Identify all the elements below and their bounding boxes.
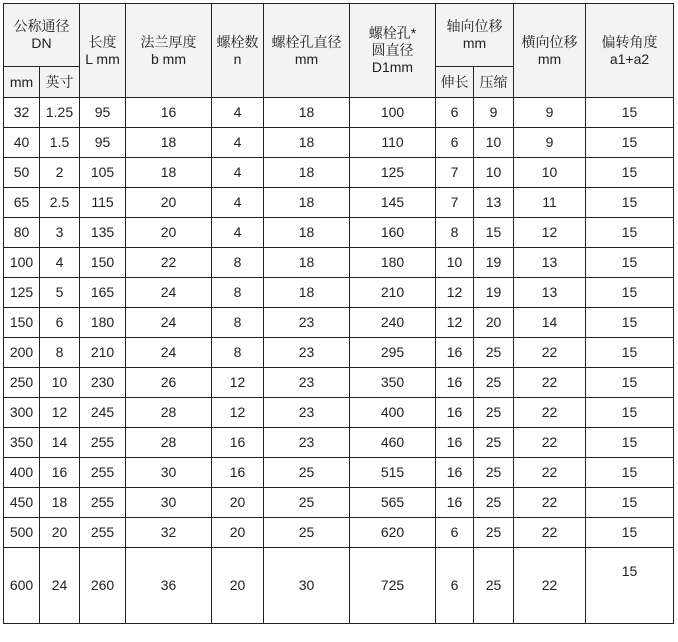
cell-axial-extension: 12 (436, 308, 474, 338)
cell-length: 255 (80, 488, 126, 518)
header-axial-unit: mm (462, 35, 487, 51)
cell-axial-extension: 16 (436, 458, 474, 488)
cell-dn-mm: 600 (4, 548, 40, 624)
cell-bolt-circle: 565 (350, 488, 436, 518)
cell-flange-thickness: 30 (126, 458, 212, 488)
cell-axial-extension: 16 (436, 428, 474, 458)
cell-axial-extension: 16 (436, 488, 474, 518)
cell-bolt-hole-diameter: 18 (264, 278, 350, 308)
cell-axial-compression: 25 (474, 338, 514, 368)
header-bolt-circle-unit: D1mm (371, 59, 414, 75)
cell-bolt-hole-diameter: 18 (264, 248, 350, 278)
cell-lateral: 12 (514, 218, 586, 248)
table-row (4, 308, 674, 338)
cell-dn-mm: 125 (4, 278, 40, 308)
cell-dn-mm: 150 (4, 308, 40, 338)
cell-axial-compression: 20 (474, 308, 514, 338)
cell-length: 260 (80, 548, 126, 624)
cell-bolt-hole-diameter: 30 (264, 548, 350, 624)
cell-bolt-circle: 110 (350, 128, 436, 158)
cell-dn-mm: 350 (4, 428, 40, 458)
cell-deflection: 15 (586, 488, 674, 518)
table-row (4, 398, 674, 428)
cell-lateral: 22 (514, 398, 586, 428)
cell-bolt-hole-diameter: 23 (264, 368, 350, 398)
cell-lateral: 22 (514, 338, 586, 368)
table-row (4, 518, 674, 548)
cell-length: 105 (80, 158, 126, 188)
cell-flange-thickness: 20 (126, 218, 212, 248)
cell-bolt-circle: 240 (350, 308, 436, 338)
cell-deflection: 15 (586, 338, 674, 368)
cell-axial-compression: 15 (474, 218, 514, 248)
cell-length: 255 (80, 428, 126, 458)
cell-dn-inch: 6 (40, 308, 80, 338)
cell-deflection: 15 (586, 368, 674, 398)
table-row (4, 218, 674, 248)
header-bolt-count-label: 螺栓数 (216, 33, 259, 50)
table-row (4, 458, 674, 488)
cell-flange-thickness: 20 (126, 188, 212, 218)
cell-dn-inch: 2.5 (40, 188, 80, 218)
table-row (4, 248, 674, 278)
cell-dn-mm: 65 (4, 188, 40, 218)
header-axial (436, 4, 514, 67)
cell-bolt-circle: 180 (350, 248, 436, 278)
cell-axial-compression: 25 (474, 548, 514, 624)
cell-axial-extension: 16 (436, 338, 474, 368)
header-dn-inch: 英寸 (40, 67, 80, 98)
table-row (4, 158, 674, 188)
cell-bolt-count: 4 (212, 128, 264, 158)
header-axial-compression: 压缩 (474, 67, 514, 98)
cell-bolt-hole-diameter: 23 (264, 398, 350, 428)
table-row (4, 98, 674, 128)
cell-dn-inch: 8 (40, 338, 80, 368)
cell-bolt-circle: 400 (350, 398, 436, 428)
cell-lateral: 22 (514, 548, 586, 624)
cell-dn-inch: 10 (40, 368, 80, 398)
cell-bolt-hole-diameter: 23 (264, 338, 350, 368)
cell-lateral: 22 (514, 368, 586, 398)
cell-deflection: 15 (586, 308, 674, 338)
header-axial-extension: 伸长 (436, 67, 474, 98)
cell-bolt-count: 4 (212, 188, 264, 218)
cell-bolt-hole-diameter: 18 (264, 98, 350, 128)
header-lateral (514, 4, 586, 98)
cell-bolt-circle: 460 (350, 428, 436, 458)
cell-length: 180 (80, 308, 126, 338)
header-dn-label: 公称通径 (13, 18, 70, 34)
cell-flange-thickness: 24 (126, 338, 212, 368)
header-bolt-hole-diameter-label: 螺栓孔直径 (271, 33, 342, 50)
cell-deflection: 15 (586, 518, 674, 548)
cell-flange-thickness: 30 (126, 488, 212, 518)
cell-bolt-circle: 210 (350, 278, 436, 308)
cell-bolt-count: 4 (212, 98, 264, 128)
cell-bolt-circle: 620 (350, 518, 436, 548)
cell-dn-mm: 80 (4, 218, 40, 248)
cell-axial-compression: 25 (474, 428, 514, 458)
cell-dn-mm: 200 (4, 338, 40, 368)
cell-bolt-count: 8 (212, 338, 264, 368)
cell-axial-extension: 16 (436, 398, 474, 428)
header-lateral-unit: mm (537, 50, 562, 67)
cell-lateral: 9 (514, 98, 586, 128)
cell-bolt-hole-diameter: 18 (264, 188, 350, 218)
cell-dn-inch: 24 (40, 548, 80, 624)
cell-bolt-count: 8 (212, 248, 264, 278)
cell-length: 95 (80, 98, 126, 128)
cell-axial-extension: 6 (436, 128, 474, 158)
header-row-1 (4, 4, 674, 67)
cell-bolt-count: 16 (212, 458, 264, 488)
cell-axial-compression: 9 (474, 98, 514, 128)
header-axial-label: 轴向位移 (446, 18, 503, 34)
cell-length: 245 (80, 398, 126, 428)
cell-deflection: 15 (586, 398, 674, 428)
cell-axial-extension: 7 (436, 188, 474, 218)
cell-bolt-count: 20 (212, 488, 264, 518)
cell-flange-thickness: 18 (126, 158, 212, 188)
cell-lateral: 13 (514, 248, 586, 278)
table-row (4, 338, 674, 368)
cell-length: 95 (80, 128, 126, 158)
cell-bolt-circle: 100 (350, 98, 436, 128)
cell-bolt-circle: 725 (350, 548, 436, 624)
cell-dn-inch: 1.25 (40, 98, 80, 128)
cell-dn-mm: 50 (4, 158, 40, 188)
cell-bolt-count: 12 (212, 368, 264, 398)
cell-flange-thickness: 32 (126, 518, 212, 548)
cell-deflection: 15 (586, 188, 674, 218)
cell-flange-thickness: 36 (126, 548, 212, 624)
cell-bolt-circle: 295 (350, 338, 436, 368)
cell-dn-mm: 500 (4, 518, 40, 548)
cell-bolt-count: 12 (212, 398, 264, 428)
cell-flange-thickness: 24 (126, 308, 212, 338)
header-dn-unit: DN (31, 35, 52, 51)
cell-axial-compression: 25 (474, 368, 514, 398)
cell-bolt-circle: 160 (350, 218, 436, 248)
cell-axial-extension: 6 (436, 548, 474, 624)
cell-axial-extension: 12 (436, 278, 474, 308)
cell-lateral: 14 (514, 308, 586, 338)
cell-axial-compression: 13 (474, 188, 514, 218)
cell-bolt-count: 4 (212, 158, 264, 188)
cell-bolt-hole-diameter: 23 (264, 428, 350, 458)
cell-axial-compression: 25 (474, 488, 514, 518)
cell-dn-inch: 3 (40, 218, 80, 248)
header-bolt-count (212, 4, 264, 98)
cell-flange-thickness: 18 (126, 128, 212, 158)
cell-bolt-hole-diameter: 25 (264, 458, 350, 488)
cell-deflection: 15 (586, 428, 674, 458)
cell-bolt-count: 8 (212, 278, 264, 308)
header-bolt-hole-diameter (264, 4, 350, 98)
cell-flange-thickness: 16 (126, 98, 212, 128)
header-deflection-unit: a1+a2 (609, 50, 650, 67)
header-deflection-label: 偏转角度 (601, 33, 658, 50)
cell-deflection (586, 548, 674, 624)
cell-bolt-hole-diameter: 25 (264, 488, 350, 518)
cell-dn-mm: 100 (4, 248, 40, 278)
table-row (4, 368, 674, 398)
cell-flange-thickness: 28 (126, 398, 212, 428)
cell-lateral: 13 (514, 278, 586, 308)
table-row (4, 128, 674, 158)
cell-dn-inch: 20 (40, 518, 80, 548)
cell-dn-inch: 2 (40, 158, 80, 188)
cell-bolt-hole-diameter: 18 (264, 218, 350, 248)
cell-deflection-value: 15 (621, 563, 638, 579)
header-flange-thickness-label: 法兰厚度 (140, 33, 197, 50)
cell-axial-compression: 10 (474, 158, 514, 188)
cell-axial-extension: 8 (436, 218, 474, 248)
cell-bolt-count: 8 (212, 308, 264, 338)
cell-bolt-circle: 515 (350, 458, 436, 488)
cell-deflection: 15 (586, 158, 674, 188)
cell-flange-thickness: 22 (126, 248, 212, 278)
cell-lateral: 22 (514, 428, 586, 458)
cell-length: 230 (80, 368, 126, 398)
expansion-joint-spec-table (3, 3, 674, 624)
cell-bolt-count: 20 (212, 548, 264, 624)
cell-bolt-hole-diameter: 18 (264, 158, 350, 188)
cell-dn-mm: 300 (4, 398, 40, 428)
cell-deflection: 15 (586, 278, 674, 308)
cell-bolt-hole-diameter: 25 (264, 518, 350, 548)
cell-lateral: 22 (514, 518, 586, 548)
table-row (4, 278, 674, 308)
cell-dn-inch: 18 (40, 488, 80, 518)
cell-deflection: 15 (586, 218, 674, 248)
cell-dn-inch: 16 (40, 458, 80, 488)
cell-lateral: 9 (514, 128, 586, 158)
cell-length: 135 (80, 218, 126, 248)
cell-axial-extension: 10 (436, 248, 474, 278)
cell-bolt-count: 20 (212, 518, 264, 548)
table-row (4, 488, 674, 518)
cell-length: 115 (80, 188, 126, 218)
table-body (4, 4, 674, 624)
header-flange-thickness-unit: b mm (151, 50, 186, 67)
cell-dn-mm: 32 (4, 98, 40, 128)
cell-length: 255 (80, 458, 126, 488)
cell-lateral: 10 (514, 158, 586, 188)
cell-axial-compression: 25 (474, 398, 514, 428)
header-deflection (586, 4, 674, 98)
cell-dn-inch: 1.5 (40, 128, 80, 158)
cell-deflection: 15 (586, 248, 674, 278)
cell-lateral: 22 (514, 488, 586, 518)
header-dn-mm: mm (4, 67, 40, 98)
cell-deflection: 15 (586, 128, 674, 158)
cell-bolt-count: 16 (212, 428, 264, 458)
cell-dn-mm: 250 (4, 368, 40, 398)
cell-dn-inch: 14 (40, 428, 80, 458)
cell-dn-mm: 400 (4, 458, 40, 488)
header-dn (4, 4, 80, 67)
header-bolt-count-unit: n (233, 50, 242, 67)
cell-axial-extension: 7 (436, 158, 474, 188)
header-length-label: 长度 (88, 33, 117, 50)
header-lateral-label: 横向位移 (521, 33, 578, 50)
cell-flange-thickness: 28 (126, 428, 212, 458)
header-flange-thickness (126, 4, 212, 98)
cell-length: 210 (80, 338, 126, 368)
header-bolt-hole-diameter-unit: mm (294, 50, 319, 67)
cell-axial-compression: 19 (474, 248, 514, 278)
table-row (4, 428, 674, 458)
table-row (4, 548, 674, 624)
cell-dn-inch: 5 (40, 278, 80, 308)
cell-dn-inch: 12 (40, 398, 80, 428)
cell-deflection: 15 (586, 98, 674, 128)
header-bolt-circle-label-2: 圆直径 (371, 42, 414, 58)
cell-length: 255 (80, 518, 126, 548)
cell-bolt-count: 4 (212, 218, 264, 248)
header-bolt-circle (350, 4, 436, 98)
cell-lateral: 11 (514, 188, 586, 218)
cell-dn-inch: 4 (40, 248, 80, 278)
cell-flange-thickness: 24 (126, 278, 212, 308)
cell-bolt-circle: 125 (350, 158, 436, 188)
cell-bolt-hole-diameter: 18 (264, 128, 350, 158)
header-length-unit: L mm (85, 50, 120, 67)
cell-axial-extension: 6 (436, 98, 474, 128)
cell-flange-thickness: 26 (126, 368, 212, 398)
cell-length: 165 (80, 278, 126, 308)
cell-lateral: 22 (514, 458, 586, 488)
cell-length: 150 (80, 248, 126, 278)
cell-axial-compression: 25 (474, 518, 514, 548)
cell-axial-compression: 10 (474, 128, 514, 158)
cell-axial-extension: 6 (436, 518, 474, 548)
cell-dn-mm: 40 (4, 128, 40, 158)
table-row (4, 188, 674, 218)
cell-axial-compression: 25 (474, 458, 514, 488)
cell-axial-extension: 16 (436, 368, 474, 398)
cell-dn-mm: 450 (4, 488, 40, 518)
header-bolt-circle-label: 螺栓孔* (368, 25, 417, 41)
header-length (80, 4, 126, 98)
cell-bolt-circle: 350 (350, 368, 436, 398)
cell-deflection: 15 (586, 458, 674, 488)
cell-bolt-hole-diameter: 23 (264, 308, 350, 338)
cell-bolt-circle: 145 (350, 188, 436, 218)
cell-axial-compression: 19 (474, 278, 514, 308)
